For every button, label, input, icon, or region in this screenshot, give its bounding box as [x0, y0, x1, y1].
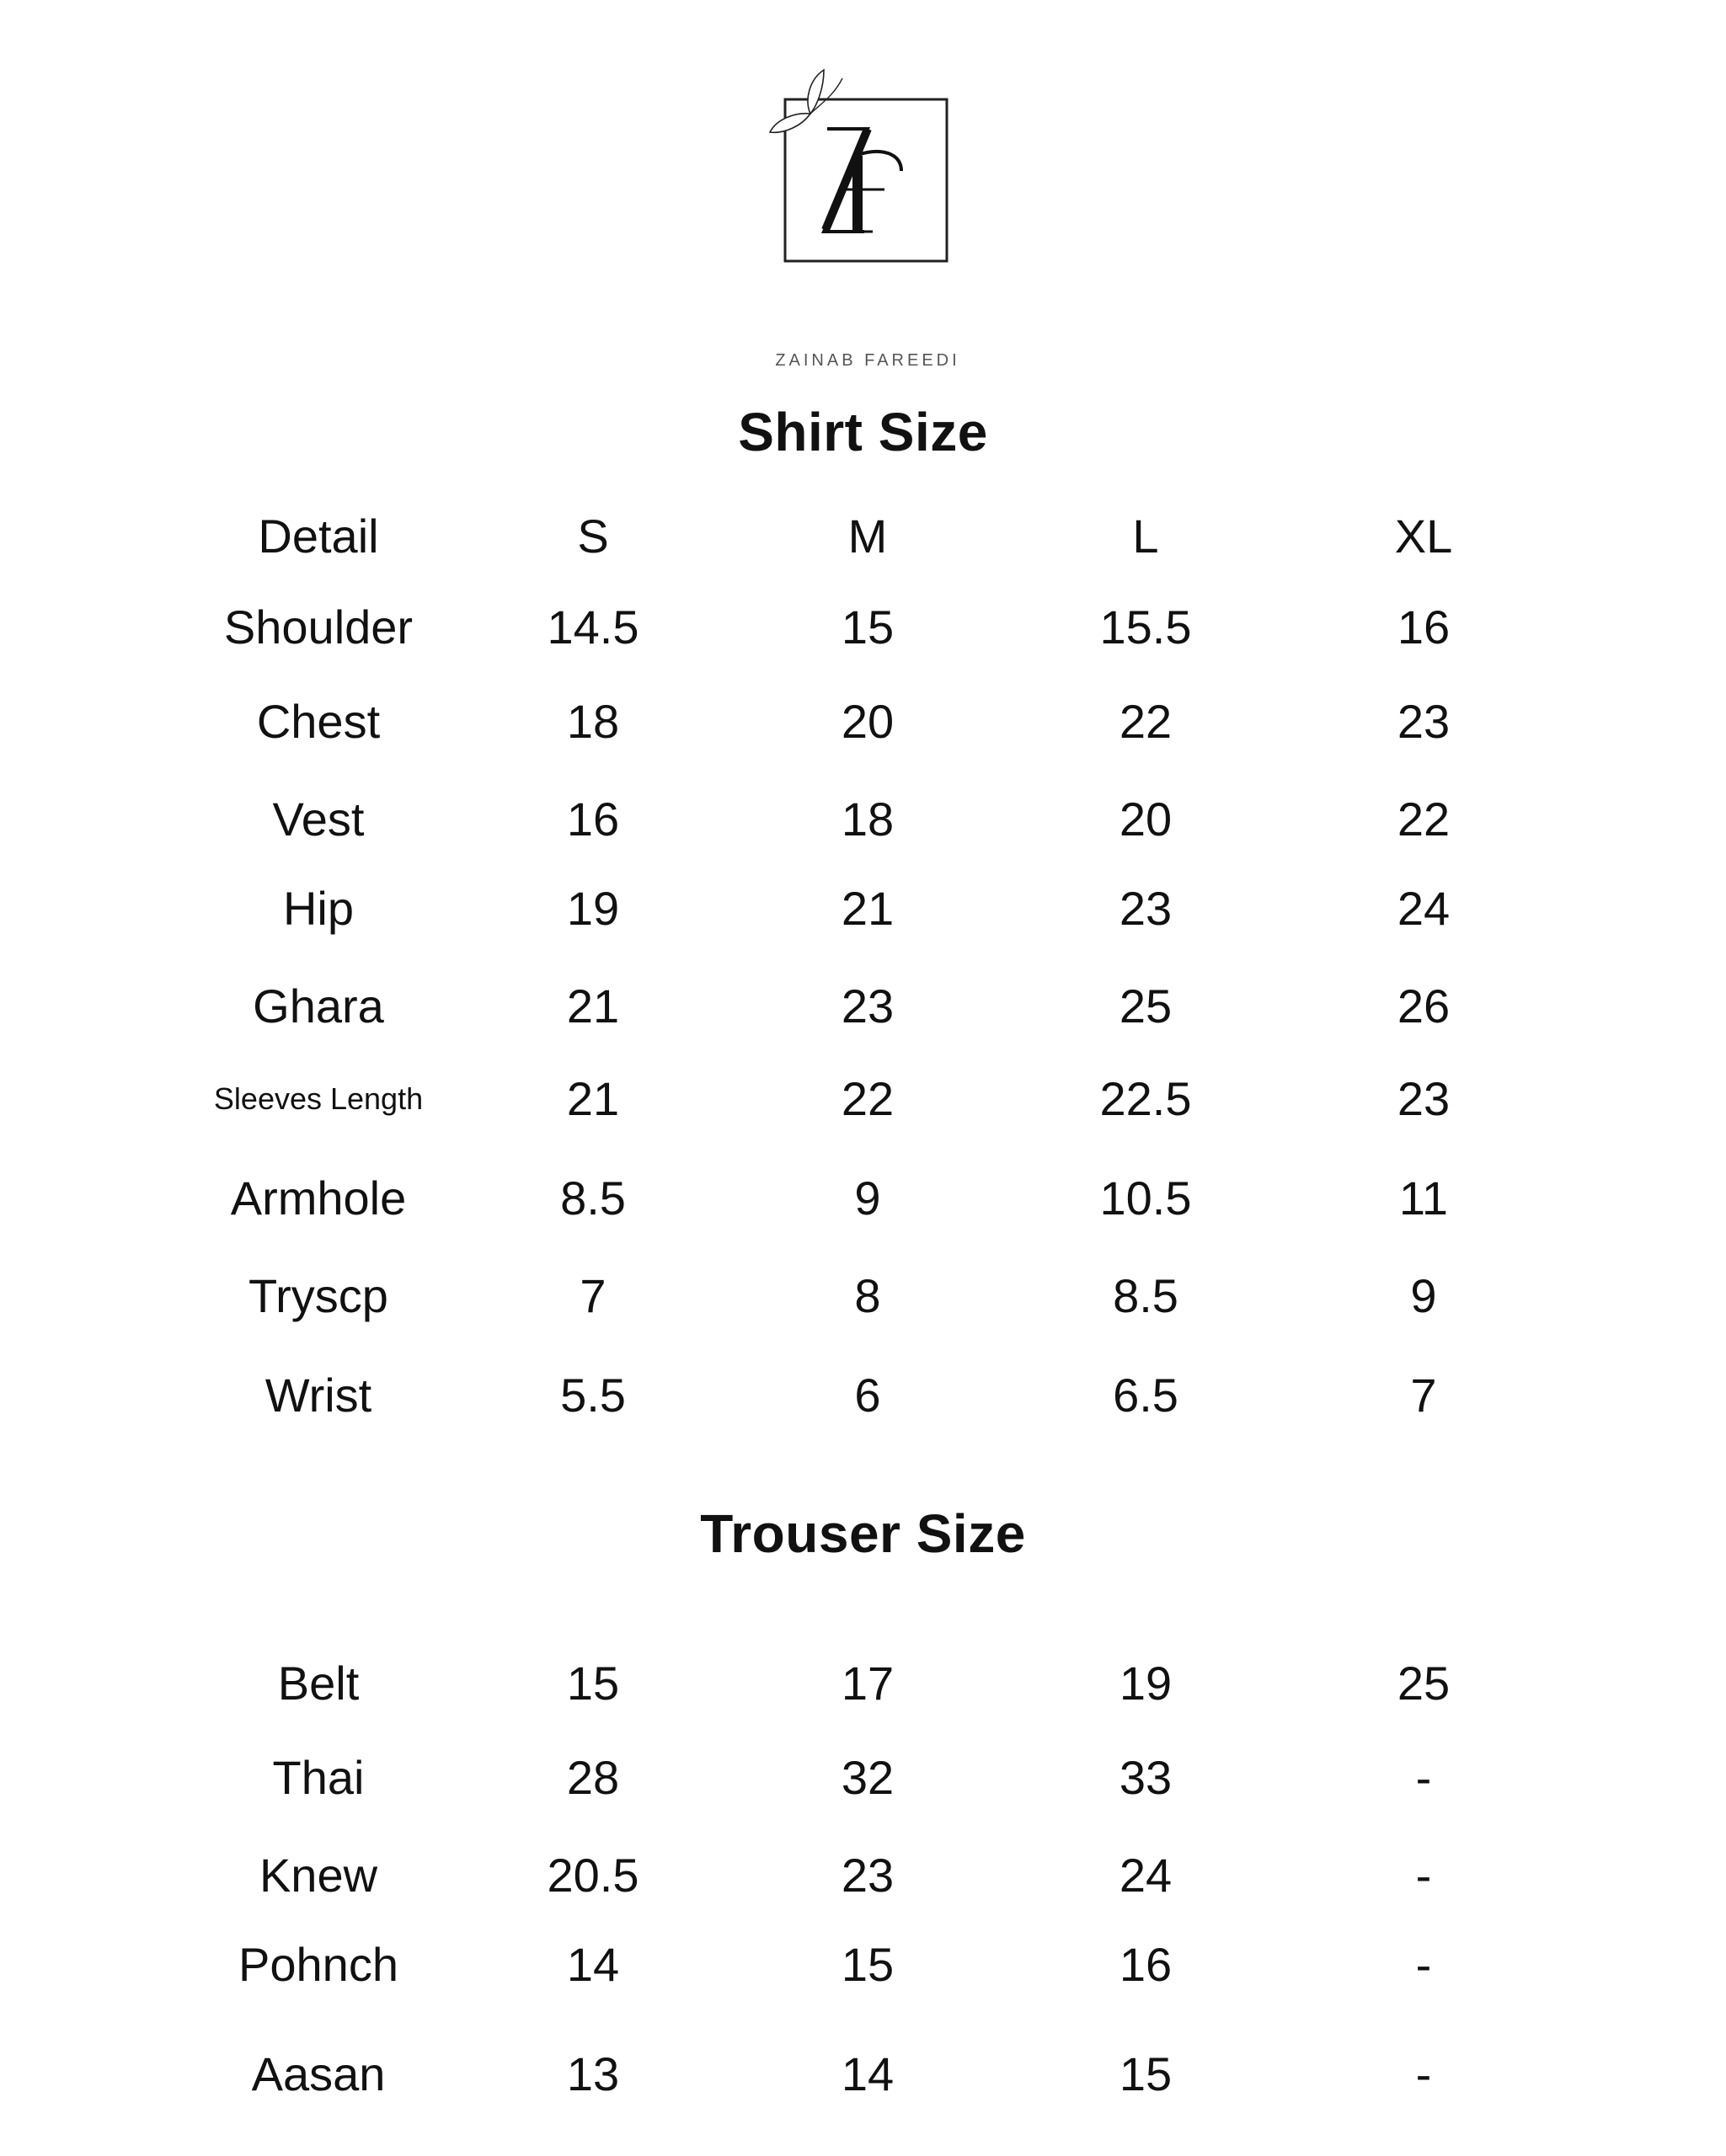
- trouser-row: [0, 1927, 1726, 2003]
- shirt-label: Wrist: [265, 1369, 372, 1422]
- shirt-value: 23: [1397, 1072, 1451, 1125]
- trouser-row: [0, 1740, 1726, 1816]
- trouser-value: 14: [566, 1938, 620, 1991]
- shirt-value: 21: [566, 1072, 620, 1125]
- column-header: M: [847, 510, 888, 563]
- trouser-value: 23: [841, 1849, 895, 1902]
- shirt-value: 6: [854, 1369, 881, 1422]
- trouser-row: [0, 1838, 1726, 1913]
- shirt-value: 11: [1398, 1171, 1449, 1225]
- column-header: Detail: [258, 510, 379, 563]
- shirt-value: 22: [1397, 792, 1451, 846]
- shirt-label: Armhole: [230, 1171, 407, 1225]
- shirt-value: 15: [841, 600, 895, 654]
- column-header: S: [577, 510, 609, 563]
- shirt-label: Tryscp: [248, 1269, 388, 1322]
- shirt-value: 7: [1410, 1369, 1437, 1422]
- shirt-value: 23: [1397, 695, 1451, 748]
- trouser-value: 33: [1119, 1751, 1173, 1804]
- shirt-row: [0, 969, 1726, 1044]
- trouser-value: -: [1415, 1938, 1432, 1991]
- shirt-value: 18: [566, 695, 620, 748]
- brand-name: ZAINAB FAREEDI: [775, 351, 960, 370]
- shirt-value: 8.5: [1113, 1269, 1178, 1322]
- shirt-value: 26: [1397, 979, 1451, 1033]
- shirt-value: 16: [1397, 600, 1451, 654]
- trouser-value: 25: [1397, 1657, 1451, 1710]
- trouser-label: Aasan: [251, 2047, 386, 2100]
- shirt-label: Shoulder: [223, 600, 414, 654]
- zf-monogram-icon: [758, 63, 977, 341]
- trouser-label: Knew: [259, 1849, 378, 1902]
- trouser-value: -: [1415, 1849, 1432, 1902]
- trouser-value: 15: [1119, 2047, 1173, 2100]
- shirt-row: [0, 1061, 1726, 1137]
- column-header: XL: [1394, 510, 1453, 563]
- trouser-value: 16: [1119, 1938, 1173, 1991]
- shirt-label: Hip: [282, 882, 355, 935]
- trouser-value: 19: [1119, 1657, 1173, 1710]
- brand-logo: [758, 63, 977, 370]
- trouser-value: 28: [566, 1751, 620, 1804]
- trouser-value: 14: [841, 2047, 895, 2100]
- shirt-row: [0, 1358, 1726, 1433]
- shirt-label: Chest: [256, 695, 381, 748]
- trouser-label: Thai: [272, 1751, 365, 1804]
- trouser-row: [0, 1646, 1726, 1721]
- shirt-value: 21: [841, 882, 895, 935]
- trouser-value: 17: [841, 1657, 895, 1710]
- shirt-value: 10.5: [1099, 1171, 1192, 1225]
- shirt-value: 23: [841, 979, 895, 1033]
- shirt-value: 20: [1119, 792, 1173, 846]
- shirt-row: [0, 1161, 1726, 1236]
- shirt-row: [0, 1258, 1726, 1334]
- shirt-size-title: Shirt Size: [738, 402, 988, 462]
- shirt-value: 22.5: [1099, 1072, 1192, 1125]
- shirt-value: 18: [841, 792, 895, 846]
- shirt-value: 8.5: [560, 1171, 626, 1225]
- shirt-row: [0, 782, 1726, 857]
- trouser-row: [0, 2036, 1726, 2112]
- trouser-value: 24: [1119, 1849, 1173, 1902]
- shirt-row: [0, 871, 1726, 947]
- shirt-value: 16: [566, 792, 620, 846]
- shirt-value: 5.5: [560, 1369, 626, 1422]
- shirt-row: [0, 590, 1726, 665]
- shirt-row: [0, 684, 1726, 760]
- trouser-value: 32: [841, 1751, 895, 1804]
- trouser-value: 15: [841, 1938, 895, 1991]
- trouser-value: 13: [566, 2047, 620, 2100]
- shirt-value: 6.5: [1113, 1369, 1178, 1422]
- shirt-value: 20: [841, 695, 895, 748]
- trouser-size-title: Trouser Size: [700, 1503, 1026, 1564]
- shirt-label: Ghara: [253, 979, 384, 1033]
- shirt-label: Vest: [272, 792, 365, 846]
- shirt-value: 8: [854, 1269, 881, 1322]
- column-header: L: [1132, 510, 1159, 563]
- trouser-value: -: [1415, 2047, 1432, 2100]
- trouser-label: Belt: [277, 1657, 360, 1710]
- shirt-value: 19: [566, 882, 620, 935]
- trouser-value: 20.5: [547, 1849, 639, 1902]
- shirt-header-row: [0, 499, 1726, 574]
- shirt-label: Sleeves Length: [213, 1081, 424, 1116]
- shirt-value: 24: [1397, 882, 1451, 935]
- shirt-value: 25: [1119, 979, 1173, 1033]
- shirt-value: 9: [1410, 1269, 1437, 1322]
- shirt-value: 9: [854, 1171, 881, 1225]
- shirt-value: 15.5: [1099, 600, 1192, 654]
- shirt-value: 23: [1119, 882, 1173, 935]
- trouser-label: Pohnch: [238, 1938, 398, 1991]
- shirt-value: 14.5: [547, 600, 639, 654]
- trouser-value: -: [1415, 1751, 1432, 1804]
- shirt-value: 22: [1119, 695, 1173, 748]
- shirt-value: 22: [841, 1072, 895, 1125]
- shirt-value: 7: [580, 1269, 607, 1322]
- trouser-value: 15: [566, 1657, 620, 1710]
- shirt-value: 21: [566, 979, 620, 1033]
